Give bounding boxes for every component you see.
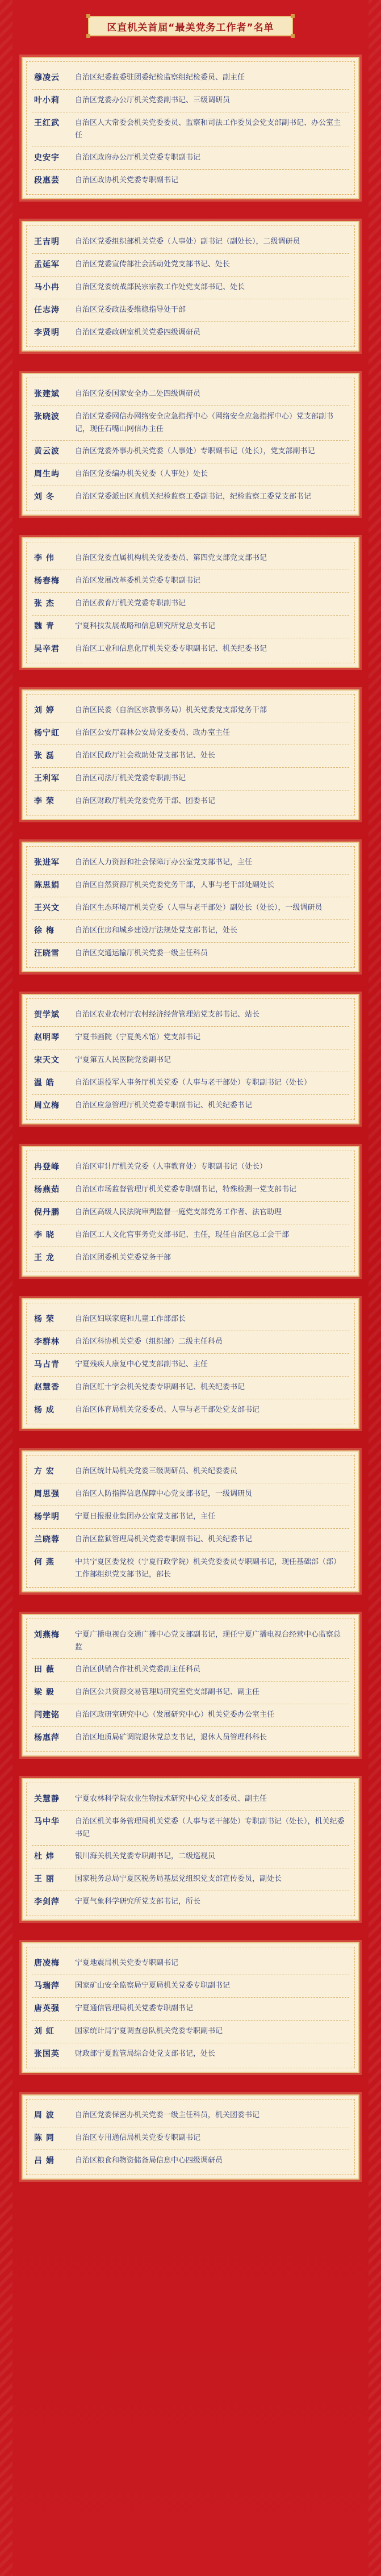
name-group-11: [22, 1614, 359, 1757]
person-position: 宁夏农林科学院农业生物技术研究中心党支部委员、副主任: [75, 1795, 267, 1803]
person-name: 史安宇: [34, 153, 60, 162]
list-item: [32, 1998, 349, 2021]
person-name: 王红武: [34, 119, 60, 128]
person-name: 陈 同: [34, 2134, 55, 2143]
list-item: [32, 1811, 349, 1846]
person-name: 王利军: [34, 774, 60, 783]
banner-corner-ornament: [291, 34, 295, 38]
person-name: 孟延军: [34, 260, 60, 269]
list-item: [32, 570, 349, 593]
person-position: 自治区党委政法委维稳指导处干部: [75, 306, 186, 314]
person-position: 自治区专用通信局机关党委专职副书记: [75, 2134, 201, 2142]
list-item: [32, 616, 349, 638]
person-position: 自治区科协机关党委（组织部）二级主任科员: [75, 1337, 223, 1346]
person-position: 自治区农业农村厅农村经济经营管理站党支部书记、站长: [75, 1010, 260, 1019]
person-position: 自治区党委保密办机关党委一级主任科员，机关团委书记: [75, 2111, 260, 2119]
name-group-9: [22, 1298, 359, 1429]
person-position: 自治区退役军人事务厅机关党委（人事与老干部处）专职副书记（处长）: [75, 1078, 312, 1087]
person-name: 杨学明: [34, 1512, 60, 1521]
person-name: 王 丽: [34, 1875, 55, 1884]
person-position: 自治区政研室研究中心（发展研究中心）机关党委办公室主任: [75, 1711, 275, 1719]
list-item: [32, 768, 349, 791]
person-position: 自治区监狱管理局机关党委专职副书记、机关纪委书记: [75, 1535, 253, 1544]
person-position: 国家税务总局宁夏区税务局基层党组织党支部宣传委员，副处长: [75, 1875, 282, 1883]
person-position: 财政部宁夏监管局综合处党支部书记，处长: [75, 2050, 216, 2058]
person-name: 赵慧香: [34, 1383, 60, 1392]
person-name: 汪晓雪: [34, 949, 60, 958]
list-item: [32, 1308, 349, 1331]
person-position: 自治区党委派出区直机关纪检监察工委副书记，纪检监察工委党支部书记: [75, 492, 312, 501]
person-name: 倪丹鹏: [34, 1208, 60, 1217]
person-position: 宁夏通信管理局机关党委专职副书记: [75, 2004, 194, 2013]
person-position: 自治区党委宣传部社会活动处党支部书记、处长: [75, 260, 231, 269]
person-position: 自治区体育局机关党委委员、人事与老干部处党支部书记: [75, 1406, 260, 1414]
person-position: 自治区党委组织部机关党委（人事处）副书记（副处长），二级调研员: [75, 237, 300, 246]
list-item: [32, 1179, 349, 1202]
list-title-banner: [88, 16, 293, 36]
person-name: 马瑞萍: [34, 1981, 60, 1990]
list-item: [32, 2043, 349, 2066]
person-position: 自治区政协机关党委专职副书记: [75, 176, 179, 185]
list-item: [32, 1224, 349, 1247]
person-name: 任志涛: [34, 306, 60, 315]
list-item: [32, 231, 349, 254]
list-item: [32, 383, 349, 406]
person-name: 杨 成: [34, 1406, 55, 1415]
person-name: 兰晓蓉: [34, 1535, 60, 1544]
list-item: [32, 1975, 349, 1998]
person-name: 唐凌梅: [34, 1959, 60, 1968]
banner-corner-ornament: [291, 14, 295, 18]
list-item: [32, 441, 349, 463]
person-position: 自治区机关事务管理局机关党委（人事与老干部处）专职副书记（处长），机关纪委书记: [75, 1817, 345, 1838]
person-name: 唐英强: [34, 2004, 60, 2013]
list-item: [32, 920, 349, 943]
person-name: 闫建铭: [34, 1711, 60, 1720]
person-name: 叶小莉: [34, 96, 60, 105]
person-name: 杨 荣: [34, 1315, 55, 1324]
banner-corner-ornament: [86, 34, 90, 38]
person-name: 杨燕茹: [34, 1185, 60, 1194]
person-name: 李群林: [34, 1337, 60, 1346]
list-item: [32, 1868, 349, 1891]
person-name: 刘 婷: [34, 706, 55, 715]
name-group-5: [22, 689, 359, 820]
list-item: [32, 1354, 349, 1377]
person-position: 自治区红十字会机关党委专职副书记、机关纪委书记: [75, 1383, 245, 1391]
person-name: 徐 梅: [34, 926, 55, 935]
list-item: [32, 1624, 349, 1659]
list-item: [32, 1156, 349, 1179]
person-name: 张晓波: [34, 412, 60, 421]
person-name: 冉登峰: [34, 1162, 60, 1172]
list-item: [32, 90, 349, 112]
person-position: 自治区应急管理厅机关党委专职副书记、机关纪委书记: [75, 1101, 253, 1110]
person-position: 中共宁夏区委党校（宁夏行政学院）机关党委委员专职副书记，现任基础部（部）工作部组织党支部书记，部长: [75, 1558, 341, 1579]
person-name: 陈思娟: [34, 881, 60, 890]
person-name: 周思强: [34, 1490, 60, 1499]
list-item: [32, 112, 349, 147]
person-name: 何 燕: [34, 1558, 55, 1567]
list-item: [32, 254, 349, 277]
list-item: [32, 1049, 349, 1072]
person-name: 李贤明: [34, 328, 60, 337]
person-position: 自治区党委外事办机关党委（人事处）专职副书记（处长），党支部副书记: [75, 447, 315, 455]
person-position: 自治区财政厅机关党委党务干部、团委书记: [75, 797, 216, 805]
person-name: 马占青: [34, 1360, 60, 1369]
person-position: 自治区政府办公厅机关党委专职副书记: [75, 153, 201, 162]
person-name: 李剑萍: [34, 1897, 60, 1906]
person-position: 自治区粮食和物资储备局信息中心四级调研员: [75, 2156, 223, 2165]
person-position: 自治区供销合作社机关党委副主任科员: [75, 1665, 201, 1674]
person-position: 自治区妇联家庭和儿童工作部部长: [75, 1315, 186, 1323]
person-name: 刘 冬: [34, 492, 55, 501]
person-name: 马中华: [34, 1817, 60, 1826]
person-position: 自治区党委办公厅机关党委副书记、三级调研员: [75, 96, 231, 104]
name-group-8: [22, 1146, 359, 1277]
person-name: 杜 炜: [34, 1852, 55, 1861]
person-position: 自治区地质局矿调院退休党总支书记，退休人员管理科科长: [75, 1733, 267, 1742]
person-position: 自治区党委统战部民宗宗教工作处党支部书记、处长: [75, 283, 245, 291]
person-position: 自治区民政厅社会救助处党支部书记、处长: [75, 751, 216, 760]
list-item: [32, 1027, 349, 1049]
name-group-1: [22, 57, 359, 199]
person-position: 自治区党委直属机构机关党委委员、第四党支部党支部书记: [75, 554, 267, 562]
list-item: [32, 1552, 349, 1586]
person-position: 自治区党委国家安全办二处四级调研员: [75, 390, 201, 398]
name-group-4: [22, 537, 359, 668]
person-position: 自治区司法厅机关党委专职副书记: [75, 774, 186, 783]
list-item: [32, 1095, 349, 1118]
name-group-12: [22, 1778, 359, 1921]
person-position: 自治区民委（自治区宗教事务局）机关党委党支部党务干部: [75, 706, 267, 714]
person-position: 自治区党委网信办网络安全应急指挥中心（网络安全应急指挥中心）党支部副书记，现任石嘴山网信办主任: [75, 412, 334, 433]
person-position: 自治区教育厅机关党委专职副书记: [75, 599, 186, 608]
person-name: 赵明琴: [34, 1033, 60, 1042]
list-item: [32, 791, 349, 813]
person-position: 宁夏日报报业集团办公室党支部书记，主任: [75, 1512, 216, 1521]
person-name: 穆凌云: [34, 73, 60, 82]
list-item: [32, 1004, 349, 1027]
list-item: [32, 1331, 349, 1354]
person-position: 国家统计局宁夏调查总队机关党委专职副书记: [75, 2027, 223, 2035]
list-item: [32, 1506, 349, 1529]
person-name: 梁 毅: [34, 1688, 55, 1697]
person-name: 李 荣: [34, 797, 55, 806]
list-item: [32, 1682, 349, 1704]
person-position: 自治区生态环境厅机关党委（人事与老干部处）副处长（处长），一级调研员: [75, 904, 323, 912]
person-name: 温 皓: [34, 1078, 55, 1088]
person-position: 自治区工人文化宫事务党支部书记、主任，现任自治区总工会干部: [75, 1231, 290, 1239]
name-group-3: [22, 373, 359, 516]
list-item: [32, 1202, 349, 1224]
person-position: 宁夏气象科学研究所党支部书记，所长: [75, 1897, 201, 1906]
list-item: [32, 1659, 349, 1682]
list-item: [32, 2105, 349, 2127]
person-name: 宋天文: [34, 1056, 60, 1065]
person-position: 自治区住房和城乡建设厅法规处党支部书记，处长: [75, 926, 238, 935]
person-position: 宁夏科技发展战略和信息研究所党总支书记: [75, 622, 216, 630]
list-item: [32, 299, 349, 322]
list-item: [32, 170, 349, 193]
page-title: 区直机关首届“最美党务工作者”名单: [107, 22, 274, 34]
list-item: [32, 852, 349, 875]
list-item: [32, 67, 349, 90]
list-item: [32, 1483, 349, 1506]
person-position: 宁夏第五人民医院党委副书记: [75, 1056, 171, 1064]
list-item: [32, 277, 349, 299]
person-name: 张进军: [34, 858, 60, 867]
person-name: 方 宏: [34, 1467, 55, 1476]
list-item: [32, 1788, 349, 1811]
list-item: [32, 547, 349, 570]
list-item: [32, 406, 349, 441]
list-item: [32, 897, 349, 920]
person-position: 自治区市场监督管理厅机关党委专职副书记，特殊检测一党支部书记: [75, 1185, 297, 1194]
person-name: 田 薇: [34, 1665, 55, 1674]
person-position: 自治区审计厅机关党委（人事教育处）专职副书记（处长）: [75, 1162, 267, 1171]
name-group-2: [22, 221, 359, 352]
person-name: 张 磊: [34, 751, 55, 760]
person-position: 自治区党委政研室机关党委四级调研员: [75, 328, 201, 337]
person-name: 吕 娟: [34, 2156, 55, 2165]
name-group-10: [22, 1450, 359, 1592]
person-position: 自治区人防指挥信息保障中心党支部书记，一级调研员: [75, 1490, 253, 1498]
person-name: 张 杰: [34, 599, 55, 608]
list-item: [32, 2150, 349, 2173]
list-item: [32, 722, 349, 745]
list-item: [32, 147, 349, 170]
list-item: [32, 1846, 349, 1868]
list-item: [32, 638, 349, 661]
person-name: 贺学斌: [34, 1010, 60, 1019]
person-name: 马小冉: [34, 283, 60, 292]
person-position: 自治区交通运输厅机关党委一级主任科员: [75, 949, 208, 957]
person-position: 自治区统计局机关党委三级调研员、机关纪委委员: [75, 1467, 238, 1475]
list-item: [32, 943, 349, 965]
person-position: 宁夏广播电视台交通广播中心党支部副书记，现任宁夏广播电视台经营中心监察总监: [75, 1630, 341, 1651]
person-name: 周立梅: [34, 1101, 60, 1110]
list-item: [32, 1727, 349, 1750]
name-group-7: [22, 994, 359, 1124]
person-name: 黄云波: [34, 447, 60, 456]
banner-corner-ornament: [86, 14, 90, 18]
list-item: [32, 1072, 349, 1095]
person-position: 自治区公安厅森林公安局党委委员、政办室主任: [75, 729, 231, 737]
list-item: [32, 322, 349, 345]
person-position: 自治区党委编办机关党委（人事处）处长: [75, 470, 208, 478]
list-item: [32, 1461, 349, 1483]
list-item: [32, 1247, 349, 1270]
person-name: 段惠芸: [34, 176, 60, 185]
person-name: 杨惠萍: [34, 1733, 60, 1742]
list-item: [32, 1891, 349, 1914]
person-name: 张国英: [34, 2050, 60, 2059]
list-item: [32, 2021, 349, 2043]
person-position: 自治区工业和信息化厅机关党委专职副书记、机关纪委书记: [75, 645, 267, 653]
person-name: 李 伟: [34, 554, 55, 563]
list-item: [32, 745, 349, 768]
person-name: 张建斌: [34, 390, 60, 399]
person-position: 自治区团委机关党委党务干部: [75, 1253, 171, 1262]
person-name: 魏 青: [34, 622, 55, 631]
person-name: 王兴文: [34, 904, 60, 913]
name-group-13: [22, 1942, 359, 2073]
list-item: [32, 463, 349, 486]
person-position: 国家矿山安全监察局宁夏局机关党委专职副书记: [75, 1981, 231, 1990]
name-group-14: [22, 2094, 359, 2180]
person-position: 自治区公共资源交易管理局研究室党支部副书记、副主任: [75, 1688, 260, 1696]
person-position: 自治区纪委监委驻团委纪检监察组纪检委员、副主任: [75, 73, 245, 82]
list-item: [32, 1399, 349, 1422]
person-position: 银川海关机关党委专职副书记，二级巡视员: [75, 1852, 216, 1860]
list-item: [32, 1704, 349, 1727]
person-name: 王吉明: [34, 237, 60, 246]
person-position: 自治区人大常委会机关党委委员、监察和司法工作委员会党支部副书记、办公室主任: [75, 119, 341, 140]
list-item: [32, 700, 349, 722]
person-position: 自治区发展改革委机关党委专职副书记: [75, 576, 201, 585]
person-name: 王 龙: [34, 1253, 55, 1262]
person-name: 刘 虹: [34, 2027, 55, 2036]
person-name: 周 波: [34, 2111, 55, 2120]
person-name: 杨宁虹: [34, 729, 60, 738]
list-item: [32, 1529, 349, 1552]
person-position: 宁夏地震局机关党委专职副书记: [75, 1959, 179, 1967]
person-position: 宁夏残疾人康复中心党支部副书记、主任: [75, 1360, 208, 1369]
list-item: [32, 1952, 349, 1975]
list-item: [32, 593, 349, 616]
person-name: 吴辛君: [34, 645, 60, 654]
list-item: [32, 486, 349, 509]
list-item: [32, 1377, 349, 1399]
person-name: 李 晓: [34, 1231, 55, 1240]
person-name: 杨春梅: [34, 576, 60, 586]
person-position: 自治区人力资源和社会保障厅办公室党支部书记，主任: [75, 858, 253, 867]
list-item: [32, 875, 349, 897]
person-position: 自治区自然资源厅机关党委党务干部，人事与老干部处副处长: [75, 881, 275, 889]
person-name: 关慧静: [34, 1795, 60, 1804]
person-position: 宁夏书画院（宁夏美术馆）党支部书记: [75, 1033, 201, 1042]
person-position: 自治区高级人民法院审判监督一庭党支部党务工作者、法官助理: [75, 1208, 282, 1216]
name-group-6: [22, 842, 359, 972]
list-item: [32, 2127, 349, 2150]
person-name: 周生屿: [34, 470, 60, 479]
person-name: 刘燕梅: [34, 1630, 60, 1640]
